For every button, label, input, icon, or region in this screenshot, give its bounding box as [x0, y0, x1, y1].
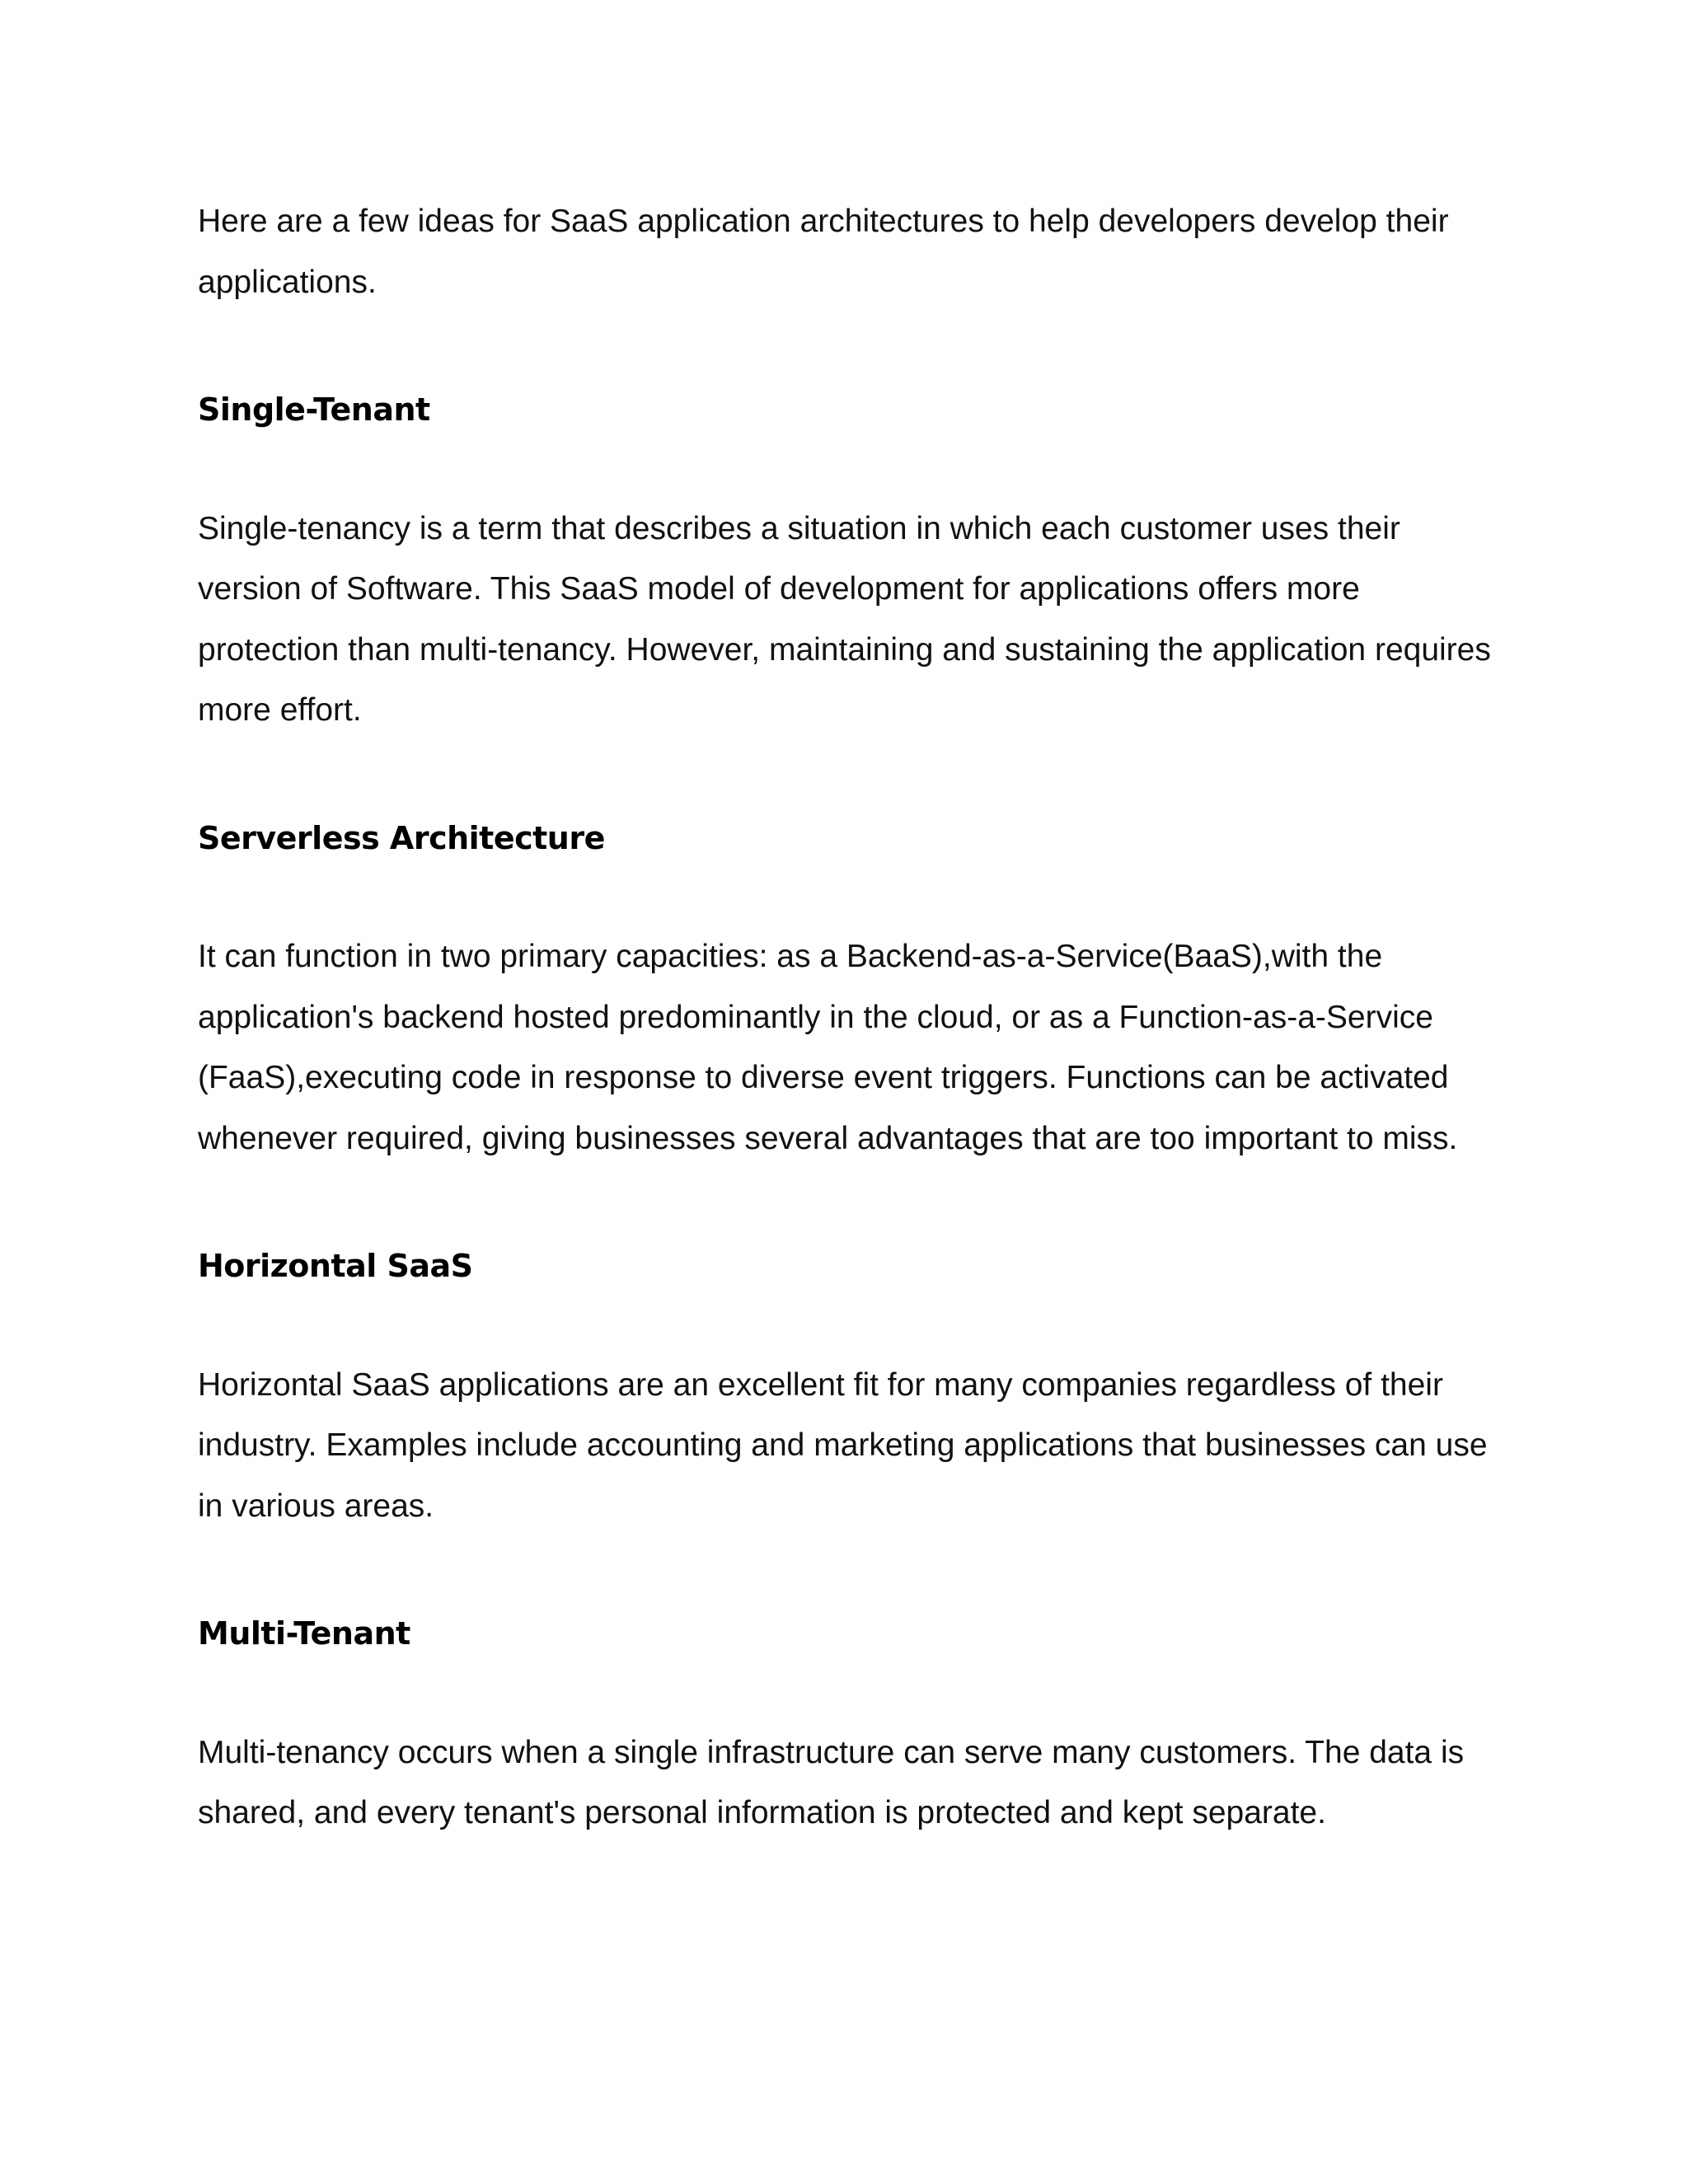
- section-heading-horizontal-saas: Horizontal SaaS: [198, 1248, 473, 1284]
- section-heading-single-tenant: Single-Tenant: [198, 391, 430, 428]
- section-body-single-tenant: Single-tenancy is a term that describes a situation in which each customer uses their version of Software. This SaaS model of development for applications offers more protection than multi-tenancy. However, maintaining and sustaining the application requires more effort.: [198, 510, 1491, 728]
- section-heading-serverless-architecture: Serverless Architecture: [198, 819, 605, 856]
- section-body-serverless-architecture: It can function in two primary capacities: as a Backend-as-a-Service(BaaS),with the application's backend hosted predominantly in the cloud, or as a Function-as-a-Service (FaaS),executing code in response to diverse event triggers. Functions can be activated whenever required, giving businesses several advantages that are too important to miss.: [198, 939, 1458, 1156]
- section-body-horizontal-saas: Horizontal SaaS applications are an excellent fit for many companies regardless of their industry. Examples include accounting and marketing applications that businesses can use in various areas.: [198, 1366, 1488, 1524]
- section-heading-multi-tenant: Multi-Tenant: [198, 1615, 410, 1652]
- section-body-multi-tenant: Multi-tenancy occurs when a single infrastructure can serve many customers. The data is shared, and every tenant's personal information is protected and kept separate.: [198, 1734, 1465, 1830]
- document-content: [198, 191, 1500, 1844]
- intro-paragraph: Here are a few ideas for SaaS application architectures to help developers develop their applications.: [198, 204, 1449, 300]
